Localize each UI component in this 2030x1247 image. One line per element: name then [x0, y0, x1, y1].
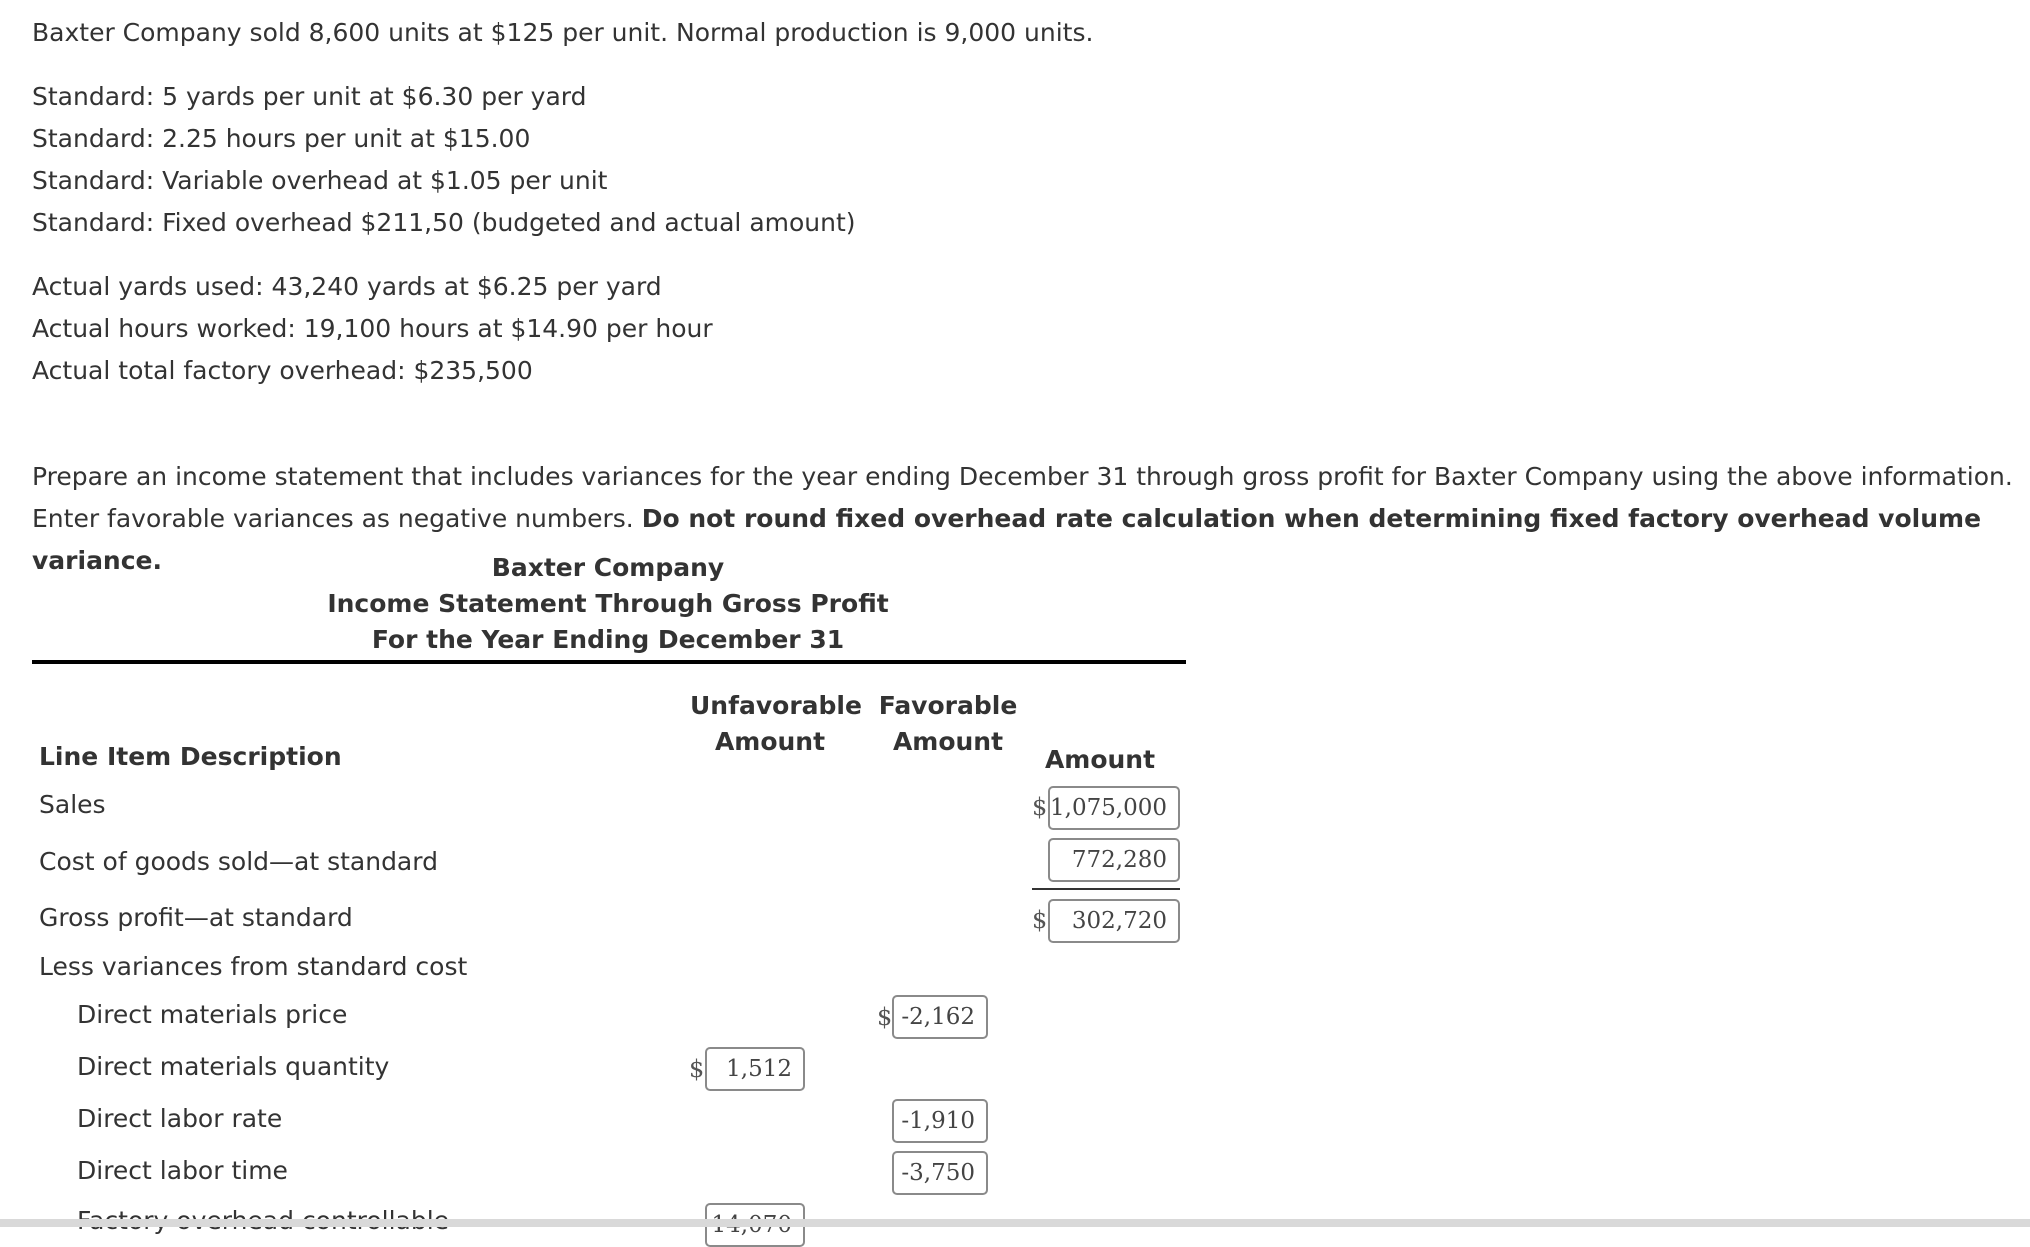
dm-quantity-unfavorable-input[interactable]: 1,512	[705, 1047, 805, 1091]
description-column-header: Line Item Description	[39, 742, 342, 771]
unfavorable-header-line1: Unfavorable	[690, 691, 862, 720]
row-dl-rate-label: Direct labor rate	[77, 1104, 283, 1133]
cogs-underline	[1032, 888, 1180, 890]
currency-symbol: $	[877, 1003, 893, 1031]
dl-rate-favorable-input[interactable]: -1,910	[892, 1099, 988, 1143]
favorable-header-line2: Amount	[892, 727, 1004, 756]
favorable-column-header	[873, 688, 1023, 760]
gross-profit-amount-input[interactable]: 302,720	[1048, 899, 1180, 943]
instructions-text: Prepare an income statement that includes variances for the year ending December 31 through gross profit for Baxter Company using the above information. Enter favorable variances as negative numbers.	[32, 462, 2013, 533]
sales-amount-input[interactable]: 1,075,000	[1048, 786, 1180, 830]
horizontal-scrollbar[interactable]	[0, 1219, 2030, 1227]
row-sales-label: Sales	[39, 790, 106, 819]
favorable-header-line1: Favorable	[878, 691, 1018, 720]
currency-symbol: $	[689, 1055, 705, 1083]
row-dl-time-label: Direct labor time	[77, 1156, 288, 1185]
row-cogs-label: Cost of goods sold—at standard	[39, 847, 438, 876]
unfavorable-header-line2: Amount	[714, 727, 826, 756]
cogs-amount-input[interactable]: 772,280	[1048, 838, 1180, 882]
row-dm-price-label: Direct materials price	[77, 1000, 348, 1029]
row-less-variances-label: Less variances from standard cost	[39, 952, 468, 981]
header-rule	[32, 660, 1186, 664]
unfavorable-column-header	[690, 688, 862, 760]
row-dm-quantity-label: Direct materials quantity	[77, 1052, 390, 1081]
actual-hours: Actual hours worked: 19,100 hours at $14.90 per hour	[32, 314, 713, 343]
row-gross-profit-label: Gross profit—at standard	[39, 903, 353, 932]
company-name: Baxter Company	[491, 553, 725, 582]
statement-period: For the Year Ending December 31	[371, 625, 845, 654]
amount-column-header: Amount	[1044, 745, 1156, 774]
standard-materials: Standard: 5 yards per unit at $6.30 per yard	[32, 82, 587, 111]
actual-overhead: Actual total factory overhead: $235,500	[32, 356, 533, 385]
standard-variable-overhead: Standard: Variable overhead at $1.05 per unit	[32, 166, 608, 195]
standard-labor: Standard: 2.25 hours per unit at $15.00	[32, 124, 531, 153]
problem-intro: Baxter Company sold 8,600 units at $125 per unit. Normal production is 9,000 units.	[32, 18, 1094, 47]
instructions-bold: Do not round fixed overhead rate calculation when determining fixed factory overhead volume variance.	[32, 504, 1982, 575]
currency-symbol: $	[1032, 906, 1048, 934]
statement-title: Income Statement Through Gross Profit	[327, 589, 889, 618]
standard-fixed-overhead: Standard: Fixed overhead $211,50 (budgeted and actual amount)	[32, 208, 856, 237]
dm-price-favorable-input[interactable]: -2,162	[892, 995, 988, 1039]
actual-yards: Actual yards used: 43,240 yards at $6.25 per yard	[32, 272, 662, 301]
dl-time-favorable-input[interactable]: -3,750	[892, 1151, 988, 1195]
currency-symbol: $	[1032, 793, 1048, 821]
